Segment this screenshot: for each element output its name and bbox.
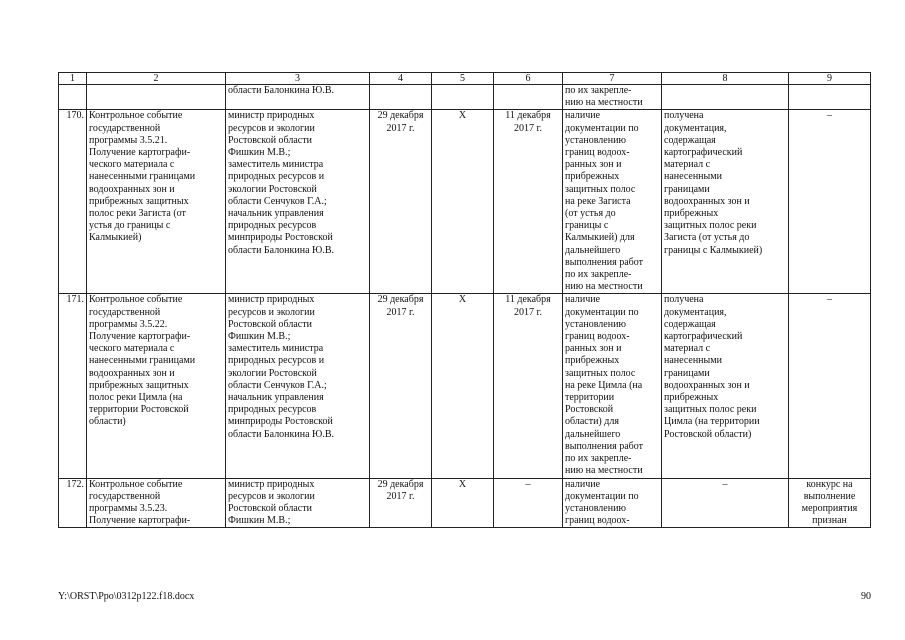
col5-cell: Х bbox=[432, 478, 494, 528]
table-row bbox=[59, 478, 871, 528]
note-cell bbox=[789, 85, 871, 110]
header-row bbox=[59, 73, 871, 85]
header-cell: 8 bbox=[662, 73, 789, 85]
row-number-cell bbox=[59, 85, 87, 110]
table-row bbox=[59, 85, 871, 110]
planned-date-cell: 29 декабря 2017 г. bbox=[370, 294, 432, 478]
header-cell: 9 bbox=[789, 73, 871, 85]
planned-date-cell: 29 декабря 2017 г. bbox=[370, 110, 432, 294]
header-cell: 4 bbox=[370, 73, 432, 85]
note-cell: – bbox=[789, 294, 871, 478]
col5-cell bbox=[432, 85, 494, 110]
responsible-cell: области Балонкина Ю.В. bbox=[226, 85, 370, 110]
actual-date-cell: – bbox=[494, 478, 563, 528]
event-cell bbox=[87, 85, 226, 110]
register-table bbox=[58, 72, 871, 528]
actual-date-cell: 11 декабря 2017 г. bbox=[494, 294, 563, 478]
responsible-cell: министр природных ресурсов и экологии Ростовской области Фишкин М.В.; заместитель министра природных ресурсов и экологии Ростовской области Сенчуков Г.А.; начальник управления природных ресурсов минприроды Ростовской области Балонкина Ю.В. bbox=[226, 110, 370, 294]
expected-result-cell: наличие документации по установлению границ водоох- ранных зон и прибрежных защитных полос на реке Загиста (от устья до границы с Калмыкией) для дальнейшего выполнения работ по их закрепле- нию на местности bbox=[563, 110, 662, 294]
event-cell: Контрольное событие государственной программы 3.5.23. Получение картографи- bbox=[87, 478, 226, 528]
planned-date-cell bbox=[370, 85, 432, 110]
header-cell: 3 bbox=[226, 73, 370, 85]
planned-date-cell: 29 декабря 2017 г. bbox=[370, 478, 432, 528]
col5-cell: Х bbox=[432, 294, 494, 478]
expected-result-cell: наличие документации по установлению границ водоох- ранных зон и прибрежных защитных полос на реке Цимла (на территории Ростовской области) для дальнейшего выполнения работ по их закрепле- нию на местности bbox=[563, 294, 662, 478]
actual-result-cell bbox=[662, 85, 789, 110]
actual-result-cell: получена документация, содержащая картографический материал с нанесенными границами водоохранных зон и прибрежных защитных полос реки Загиста (от устья до границы с Калмыкией) bbox=[662, 110, 789, 294]
header-cell: 1 bbox=[59, 73, 87, 85]
header-cell: 5 bbox=[432, 73, 494, 85]
row-number-cell: 171. bbox=[59, 294, 87, 478]
header-cell: 7 bbox=[563, 73, 662, 85]
document-path: Y:\ORST\Ppo\0312p122.f18.docx bbox=[58, 591, 195, 602]
page-number: 90 bbox=[861, 591, 871, 602]
table-row bbox=[59, 294, 871, 478]
table-row bbox=[59, 110, 871, 294]
row-number-cell: 172. bbox=[59, 478, 87, 528]
header-cell: 2 bbox=[87, 73, 226, 85]
actual-result-cell: получена документация, содержащая картографический материал с нанесенными границами водоохранных зон и прибрежных защитных полос реки Цимла (на территории Ростовской области) bbox=[662, 294, 789, 478]
expected-result-cell: по их закрепле- нию на местности bbox=[563, 85, 662, 110]
header-cell: 6 bbox=[494, 73, 563, 85]
col5-cell: Х bbox=[432, 110, 494, 294]
event-cell: Контрольное событие государственной программы 3.5.21. Получение картографи- ческого материала с нанесенными границами водоохранных зон и прибрежных защитных полос реки Загиста (от устья до границы с Калмыкией) bbox=[87, 110, 226, 294]
actual-result-cell: – bbox=[662, 478, 789, 528]
event-cell: Контрольное событие государственной программы 3.5.22. Получение картографи- ческого материала с нанесенными границами водоохранных зон и прибрежных защитных полос реки Цимла (на территории Ростовской области) bbox=[87, 294, 226, 478]
responsible-cell: министр природных ресурсов и экологии Ростовской области Фишкин М.В.; заместитель министра природных ресурсов и экологии Ростовской области Сенчуков Г.А.; начальник управления природных ресурсов минприроды Ростовской области Балонкина Ю.В. bbox=[226, 294, 370, 478]
actual-date-cell bbox=[494, 85, 563, 110]
actual-date-cell: 11 декабря 2017 г. bbox=[494, 110, 563, 294]
note-cell: конкурс на выполнение мероприятия признан bbox=[789, 478, 871, 528]
expected-result-cell: наличие документации по установлению границ водоох- bbox=[563, 478, 662, 528]
row-number-cell: 170. bbox=[59, 110, 87, 294]
responsible-cell: министр природных ресурсов и экологии Ростовской области Фишкин М.В.; bbox=[226, 478, 370, 528]
note-cell: – bbox=[789, 110, 871, 294]
